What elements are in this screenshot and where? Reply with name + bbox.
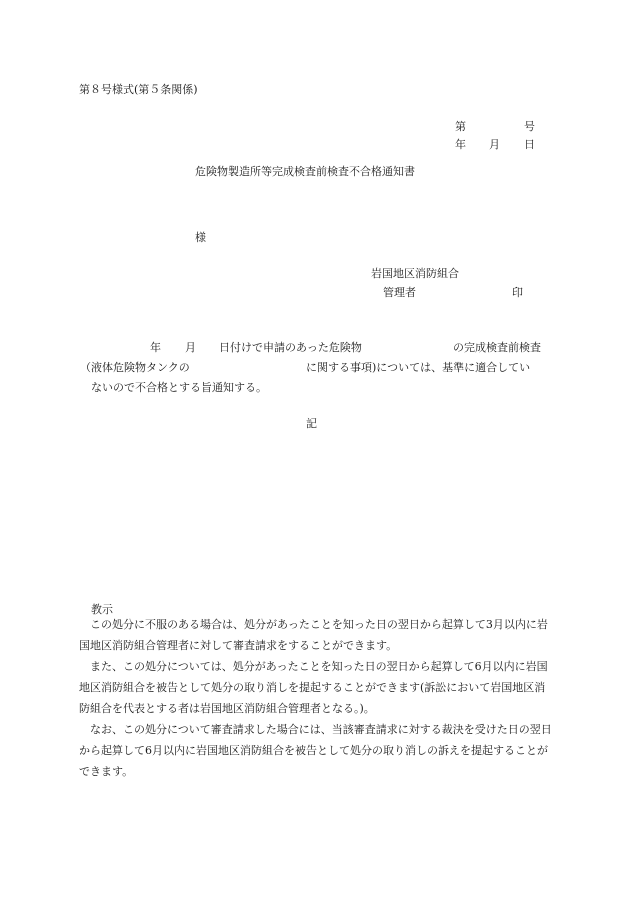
addressee-suffix: 様: [195, 231, 206, 244]
body-text-2a: （液体危険物タンクの: [80, 361, 190, 374]
date-month: 月: [489, 138, 500, 151]
body-text-1b: の完成検査前検査: [453, 341, 541, 354]
ki-mark: 記: [306, 417, 317, 430]
form-label: 第８号様式(第５条関係): [79, 83, 198, 96]
number-prefix: 第: [455, 120, 466, 133]
notice-heading: 教示: [91, 603, 113, 616]
body-text-2b: に関する事項)については、基準に適合してい: [306, 361, 531, 374]
date-year: 年: [455, 138, 466, 151]
seal-mark: 印: [512, 286, 523, 299]
body-text-1a: 日付けで申請のあった危険物: [219, 341, 362, 354]
issuer-role: 管理者: [383, 286, 416, 299]
notice-paragraph-1: この処分に不服のある場合は、処分があったことを知った日の翌日から起算して3月以内に岩国地区消防組合管理者に対して審査請求をすることができます。: [79, 618, 548, 652]
body-year: 年: [150, 341, 161, 354]
notice-paragraph-3: なお、この処分について審査請求した場合には、当該審査請求に対する裁決を受けた日の翌日から起算して6月以内に岩国地区消防組合を被告として処分の取り消しの訴えを提起することができます。: [79, 723, 552, 778]
notice-body: [79, 614, 553, 782]
date-day: 日: [524, 138, 535, 151]
body-text-3: ないので不合格とする旨通知する。: [91, 381, 267, 394]
document-title: 危険物製造所等完成検査前検査不合格通知書: [195, 165, 415, 178]
number-suffix: 号: [524, 120, 535, 133]
body-month: 月: [185, 341, 196, 354]
issuer-org: 岩国地区消防組合: [371, 267, 459, 280]
notice-paragraph-2: また、この処分については、処分があったことを知った日の翌日から起算して6月以内に岩国地区消防組合を被告として処分の取り消しを提起することができます(訴訟において岩国地区消防組合を代表とする者は岩国地区消防組合管理者となる。)。: [79, 660, 548, 715]
